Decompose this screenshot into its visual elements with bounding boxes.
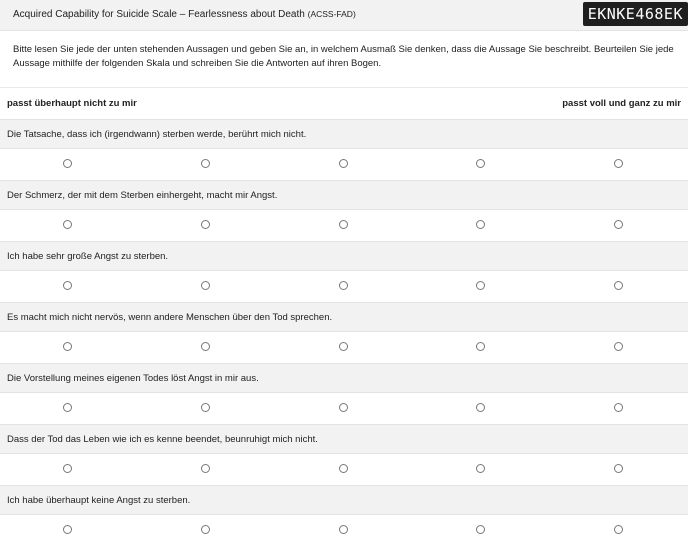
- question-item: [0, 485, 688, 546]
- radio-option-3[interactable]: [339, 342, 348, 351]
- radio-option-5[interactable]: [614, 281, 623, 290]
- radio-option-5[interactable]: [614, 159, 623, 168]
- radio-option-2[interactable]: [201, 403, 210, 412]
- question-item: [0, 180, 688, 241]
- items-list: [0, 119, 688, 546]
- radio-option-4[interactable]: [476, 464, 485, 473]
- question-text: Es macht mich nicht nervös, wenn andere Menschen über den Tod sprechen.: [0, 302, 688, 332]
- page-title: [13, 9, 356, 20]
- radio-option-1[interactable]: [63, 403, 72, 412]
- question-item: [0, 241, 688, 302]
- radio-option-3[interactable]: [339, 525, 348, 534]
- question-text: Dass der Tod das Leben wie ich es kenne beendet, beunruhigt mich nicht.: [0, 424, 688, 454]
- title-abbreviation: (ACSS-FAD): [307, 9, 356, 19]
- radio-option-1[interactable]: [63, 220, 72, 229]
- radio-option-3[interactable]: [339, 220, 348, 229]
- question-item: [0, 363, 688, 424]
- radio-option-2[interactable]: [201, 220, 210, 229]
- radio-option-1[interactable]: [63, 525, 72, 534]
- radio-option-1[interactable]: [63, 342, 72, 351]
- radio-option-5[interactable]: [614, 464, 623, 473]
- question-item: [0, 302, 688, 363]
- answer-options: [0, 393, 688, 424]
- answer-options: [0, 149, 688, 180]
- answer-options: [0, 515, 688, 546]
- radio-option-5[interactable]: [614, 525, 623, 534]
- question-text: Der Schmerz, der mit dem Sterben einhergeht, macht mir Angst.: [0, 180, 688, 210]
- code-badge: EKNKE468EK: [583, 2, 688, 26]
- radio-option-5[interactable]: [614, 403, 623, 412]
- question-item: [0, 119, 688, 180]
- radio-option-4[interactable]: [476, 281, 485, 290]
- scale-left-label: passt überhaupt nicht zu mir: [7, 98, 137, 109]
- page-header: [0, 0, 688, 31]
- radio-option-3[interactable]: [339, 159, 348, 168]
- radio-option-3[interactable]: [339, 464, 348, 473]
- question-text: Die Vorstellung meines eigenen Todes löst Angst in mir aus.: [0, 363, 688, 393]
- answer-options: [0, 271, 688, 302]
- radio-option-2[interactable]: [201, 464, 210, 473]
- radio-option-5[interactable]: [614, 220, 623, 229]
- question-text: Ich habe überhaupt keine Angst zu sterben.: [0, 485, 688, 515]
- answer-options: [0, 332, 688, 363]
- radio-option-4[interactable]: [476, 220, 485, 229]
- radio-option-4[interactable]: [476, 525, 485, 534]
- radio-option-4[interactable]: [476, 342, 485, 351]
- radio-option-5[interactable]: [614, 342, 623, 351]
- radio-option-1[interactable]: [63, 281, 72, 290]
- answer-options: [0, 454, 688, 485]
- scale-header: [0, 87, 688, 119]
- radio-option-1[interactable]: [63, 464, 72, 473]
- instructions-text: Bitte lesen Sie jede der unten stehenden Aussagen und geben Sie an, in welchem Ausmaß Sie denken, dass die Aussage Sie beschreibt. Beurteilen Sie jede Aussage mithilfe der folgenden Skala und schreiben Sie die Antworten auf ihren Bogen.: [13, 44, 674, 69]
- radio-option-4[interactable]: [476, 159, 485, 168]
- radio-option-2[interactable]: [201, 342, 210, 351]
- answer-options: [0, 210, 688, 241]
- radio-option-1[interactable]: [63, 159, 72, 168]
- radio-option-4[interactable]: [476, 403, 485, 412]
- radio-option-2[interactable]: [201, 159, 210, 168]
- radio-option-2[interactable]: [201, 525, 210, 534]
- radio-option-3[interactable]: [339, 281, 348, 290]
- question-item: [0, 424, 688, 485]
- question-text: Ich habe sehr große Angst zu sterben.: [0, 241, 688, 271]
- radio-option-2[interactable]: [201, 281, 210, 290]
- title-text: Acquired Capability for Suicide Scale – Fearlessness about Death: [13, 9, 305, 20]
- question-text: Die Tatsache, dass ich (irgendwann) sterben werde, berührt mich nicht.: [0, 119, 688, 149]
- radio-option-3[interactable]: [339, 403, 348, 412]
- scale-right-label: passt voll und ganz zu mir: [562, 98, 681, 109]
